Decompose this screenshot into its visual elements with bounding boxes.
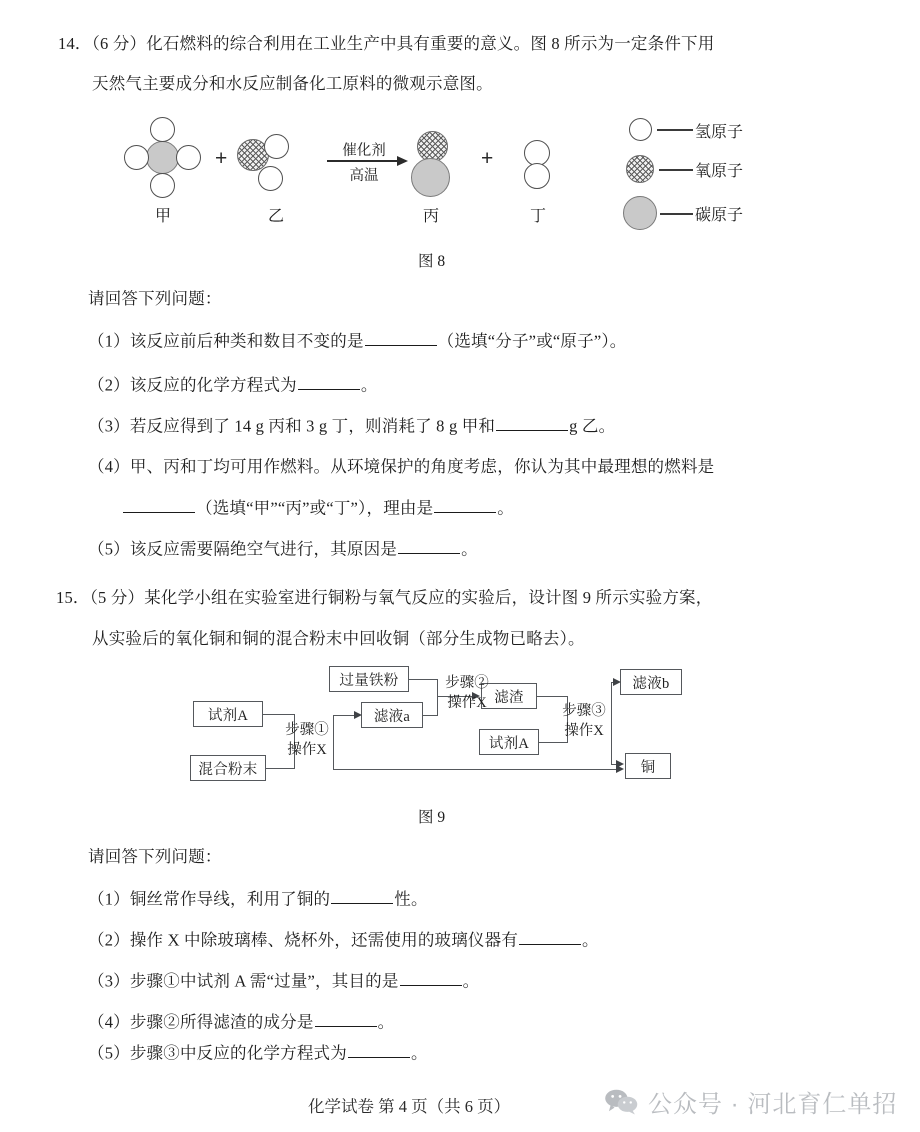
q14-item-4-text: （4）甲、丙和丁均可用作燃料。从环境保护的角度考虑，你认为其中最理想的燃料是	[88, 457, 715, 476]
molecule-label-ding: 丁	[530, 208, 547, 225]
q14-prompt: 请回答下列问题：	[88, 289, 222, 308]
flow-box-excess-iron-powder: 过量铁粉	[329, 666, 409, 692]
q15-item-3-blank[interactable]	[400, 969, 462, 986]
flow-box-filtrate-b: 滤液b	[620, 669, 682, 695]
q15-item-2	[88, 928, 599, 953]
connector-line	[611, 682, 612, 765]
flow-step-2-line1: 步骤②	[445, 675, 489, 691]
q14-item-5-blank[interactable]	[398, 537, 460, 554]
flow-box-filter-residue: 滤渣	[481, 683, 537, 709]
q14-item-4-suffix: 。	[497, 498, 514, 518]
q15-item-5-suffix: 。	[410, 1043, 428, 1063]
hydrogen-atom	[258, 166, 283, 191]
q15-item-1-blank[interactable]	[331, 887, 393, 904]
figure-8-caption: 图 8	[418, 253, 446, 270]
molecule-label-jia: 甲	[155, 208, 172, 225]
q14-stem-line2: 天然气主要成分和水反应制备化工原料的微观示意图。	[92, 74, 493, 93]
connector-line	[333, 769, 619, 770]
q14-item-2-blank[interactable]	[298, 373, 360, 390]
flow-step-1-label	[276, 721, 338, 760]
q14-item-1-suffix: （选填“分子”或“原子”）。	[437, 331, 627, 351]
arrow-condition-catalyst: 催化剂	[342, 143, 386, 159]
q14-stem-line1: 14．（6 分）化石燃料的综合利用在工业生产中具有重要的意义。图 8 所示为一定条件下用	[58, 34, 715, 53]
flow-box-reagent-a-2: 试剂A	[479, 729, 539, 755]
molecule-label-bing: 丙	[423, 208, 440, 225]
plus-operator-1: +	[215, 147, 228, 170]
hydrogen-atom	[264, 134, 289, 159]
arrow-head-icon	[354, 711, 362, 719]
q15-prompt: 请回答下列问题：	[88, 847, 222, 866]
wechat-icon	[604, 1089, 638, 1115]
hydrogen-atom	[176, 145, 201, 170]
q15-item-1	[88, 887, 428, 912]
legend-leader-line	[659, 169, 693, 171]
q15-item-4	[88, 1010, 394, 1035]
flow-step-1-line2: 操作X	[287, 741, 327, 758]
q14-item-4	[88, 455, 714, 480]
q15-item-2-text: （2）操作 X 中除玻璃棒、烧杯外，还需使用的玻璃仪器有	[88, 930, 519, 950]
flow-box-copper: 铜	[625, 753, 671, 779]
q15-item-4-blank[interactable]	[315, 1010, 377, 1027]
flow-box-filtrate-a: 滤液a	[361, 702, 423, 728]
hydrogen-atom-icon	[629, 118, 652, 141]
q14-item-5-text: （5）该反应需要隔绝空气进行，其原因是	[88, 539, 398, 559]
oxygen-atom-icon	[626, 155, 654, 183]
q14-item-4-continued	[122, 496, 514, 521]
q15-stem-line1: 15．（5 分）某化学小组在实验室进行铜粉与氧气反应的实验后，设计图 9 所示实验方案，	[56, 588, 713, 607]
q15-item-4-suffix: 。	[377, 1012, 395, 1032]
legend-label-oxygen: 氧原子	[695, 163, 744, 180]
connector-line	[409, 679, 438, 680]
flow-step-2-line2: 操作X	[447, 694, 487, 711]
carbon-atom-icon	[623, 196, 657, 230]
flow-step-3-label	[552, 702, 616, 741]
hydrogen-atom	[150, 173, 175, 198]
figure-9-caption: 图 9	[418, 809, 446, 826]
legend-label-hydrogen: 氢原子	[695, 124, 744, 141]
q15-item-3-text: （3）步骤①中试剂 A 需“过量”，其目的是	[88, 971, 399, 991]
hydrogen-atom	[524, 163, 550, 189]
molecule-label-yi: 乙	[268, 208, 285, 225]
q15-item-4-text: （4）步骤②所得滤渣的成分是	[88, 1012, 314, 1032]
hydrogen-atom	[150, 117, 175, 142]
carbon-atom	[411, 158, 450, 197]
connector-line	[266, 768, 295, 769]
q14-item-5	[88, 537, 478, 562]
flow-step-3-line1: 步骤③	[562, 703, 606, 719]
q14-item-2-suffix: 。	[360, 375, 378, 395]
q14-item-1	[88, 329, 627, 354]
connector-line	[263, 714, 295, 715]
q15-item-1-text: （1）铜丝常作导线，利用了铜的	[88, 889, 331, 909]
q15-item-5-text: （5）步骤③中反应的化学方程式为	[88, 1043, 347, 1063]
flow-box-reagent-a-1: 试剂A	[193, 701, 263, 727]
q14-item-5-suffix: 。	[461, 539, 478, 559]
q14-item-2-text: （2）该反应的化学方程式为	[88, 375, 297, 395]
q14-item-2	[88, 373, 378, 398]
arrow-condition-temperature: 高温	[349, 168, 379, 184]
flow-step-3-line2: 操作X	[564, 722, 604, 739]
q15-item-3	[88, 969, 479, 994]
q14-item-4-mid: （选填“甲”“丙”或“丁”），理由是	[196, 498, 434, 518]
hydrogen-atom	[124, 145, 149, 170]
q14-item-3-suffix: g 乙。	[569, 416, 616, 436]
legend-leader-line	[660, 213, 693, 215]
q15-item-2-suffix: 。	[582, 930, 599, 950]
legend-leader-line	[657, 129, 693, 131]
connector-line	[333, 715, 334, 770]
q14-item-3-text: （3）若反应得到了 14 g 丙和 3 g 丁，则消耗了 8 g 甲和	[88, 416, 496, 436]
q14-item-3	[88, 414, 615, 439]
q14-item-3-blank[interactable]	[496, 414, 568, 431]
q15-item-2-blank[interactable]	[519, 928, 581, 945]
connector-line	[537, 696, 568, 697]
q14-item-1-text: （1）该反应前后种类和数目不变的是	[88, 331, 364, 351]
q15-item-1-suffix: 性。	[394, 889, 428, 909]
q15-item-3-suffix: 。	[462, 971, 480, 991]
q14-item-4-blank-1[interactable]	[123, 496, 195, 513]
q14-item-4-blank-2[interactable]	[434, 496, 496, 513]
flow-step-2-label	[437, 674, 497, 713]
page-footer: 化学试卷 第 4 页（共 6 页）	[308, 1097, 511, 1116]
watermark-label: 公众号 · 河北育仁单招	[648, 1091, 898, 1118]
q14-item-1-blank[interactable]	[365, 329, 437, 346]
plus-operator-2: +	[481, 147, 494, 170]
q15-item-5	[88, 1041, 428, 1066]
flow-step-1-line1: 步骤①	[285, 722, 329, 738]
q15-stem-line2: 从实验后的氧化铜和铜的混合粉末中回收铜（部分生成物已略去）。	[92, 629, 585, 648]
connector-line	[539, 742, 568, 743]
flow-box-mixed-powder: 混合粉末	[190, 755, 266, 781]
wechat-watermark	[604, 1084, 897, 1119]
arrow-shaft	[327, 160, 401, 162]
connector-line	[423, 715, 438, 716]
arrow-head-icon	[613, 678, 621, 686]
legend-label-carbon: 碳原子	[695, 207, 744, 224]
carbon-atom	[146, 141, 179, 174]
q15-item-5-blank[interactable]	[348, 1041, 410, 1058]
arrow-head-icon	[616, 760, 624, 768]
